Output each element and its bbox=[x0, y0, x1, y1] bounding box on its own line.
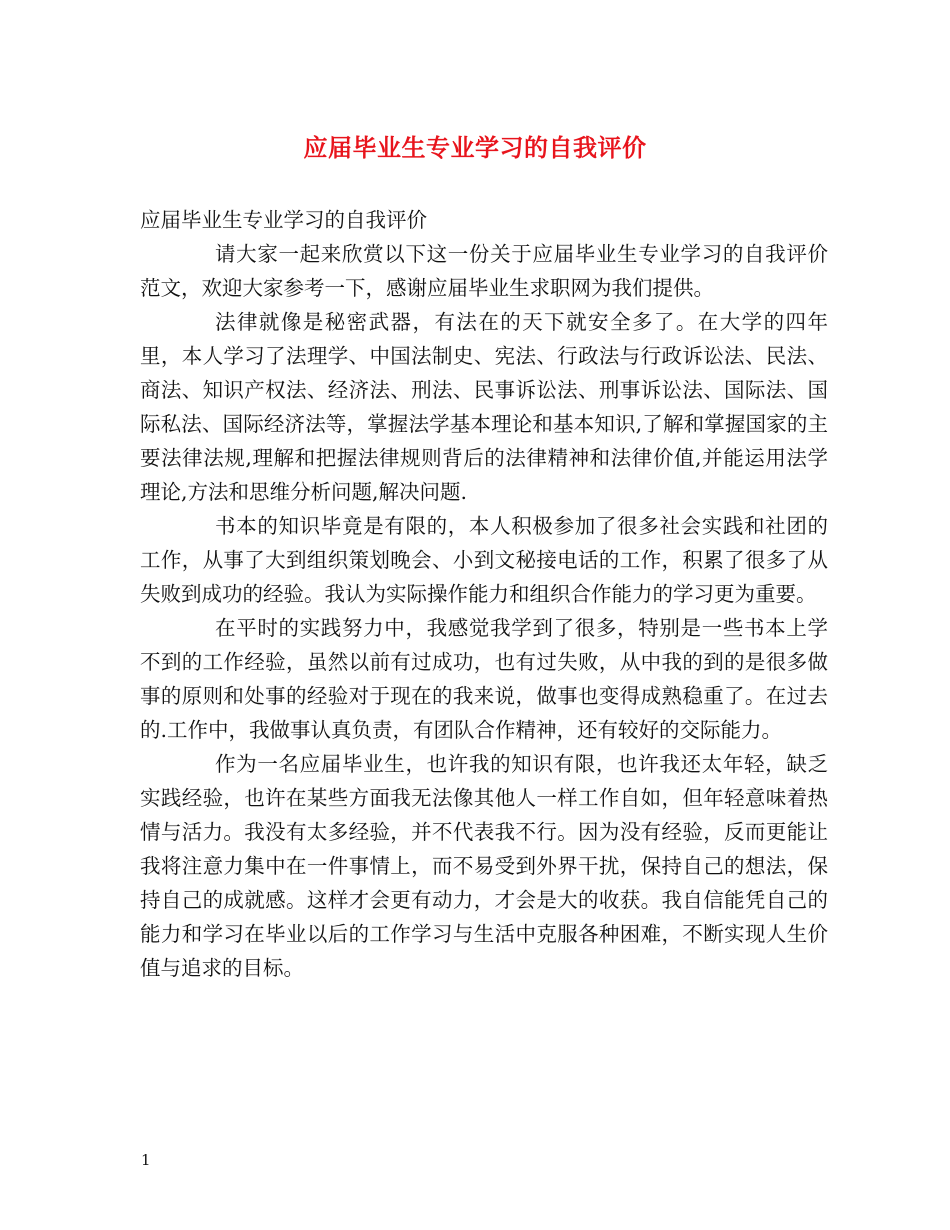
document-subtitle: 应届毕业生专业学习的自我评价 bbox=[140, 208, 427, 232]
document-body bbox=[140, 203, 828, 985]
paragraph-self-assessment: 作为一名应届毕业生，也许我的知识有限，也许我还太年轻，缺乏实践经验，也许在某些方面我无法像其他人一样工作自如，但年轻意味着热情与活力。我没有太多经验，并不代表我不行。因为没有经验，反而更能让我将注意力集中在一件事情上，而不易受到外界干扰，保持自己的想法，保持自己的成就感。这样才会更有动力，才会是大的收获。我自信能凭自己的能力和学习在毕业以后的工作学习与生活中克服各种困难，不断实现人生价值与追求的目标。 bbox=[140, 752, 828, 980]
paragraph-social-practice: 书本的知识毕竟是有限的，本人积极参加了很多社会实践和社团的工作，从事了大到组织策划晚会、小到文秘接电话的工作，积累了很多了从失败到成功的经验。我认为实际操作能力和组织合作能力的学习更为重要。 bbox=[140, 514, 828, 606]
paragraph-work-experience: 在平时的实践努力中，我感觉我学到了很多，特别是一些书本上学不到的工作经验，虽然以前有过成功，也有过失败，从中我的到的是很多做事的原则和处事的经验对于现在的我来说，做事也变得成熟稳重了。在过去的.工作中，我做事认真负责，有团队合作精神，还有较好的交际能力。 bbox=[140, 616, 828, 742]
page-number: 1 bbox=[141, 1151, 151, 1169]
paragraph-intro: 请大家一起来欣赏以下这一份关于应届毕业生专业学习的自我评价范文，欢迎大家参考一下，感谢应届毕业生求职网为我们提供。 bbox=[140, 242, 828, 300]
paragraph-law-study: 法律就像是秘密武器，有法在的天下就安全多了。在大学的四年里，本人学习了法理学、中国法制史、宪法、行政法与行政诉讼法、民法、商法、知识产权法、经济法、刑法、民事诉讼法、刑事诉讼法、国际法、国际私法、国际经济法等，掌握法学基本理论和基本知识,了解和掌握国家的主要法律法规,理解和把握法律规则背后的法律精神和法律价值,并能运用法学理论,方法和思维分析问题,解决问题. bbox=[140, 310, 828, 504]
document-title: 应届毕业生专业学习的自我评价 bbox=[303, 133, 647, 162]
